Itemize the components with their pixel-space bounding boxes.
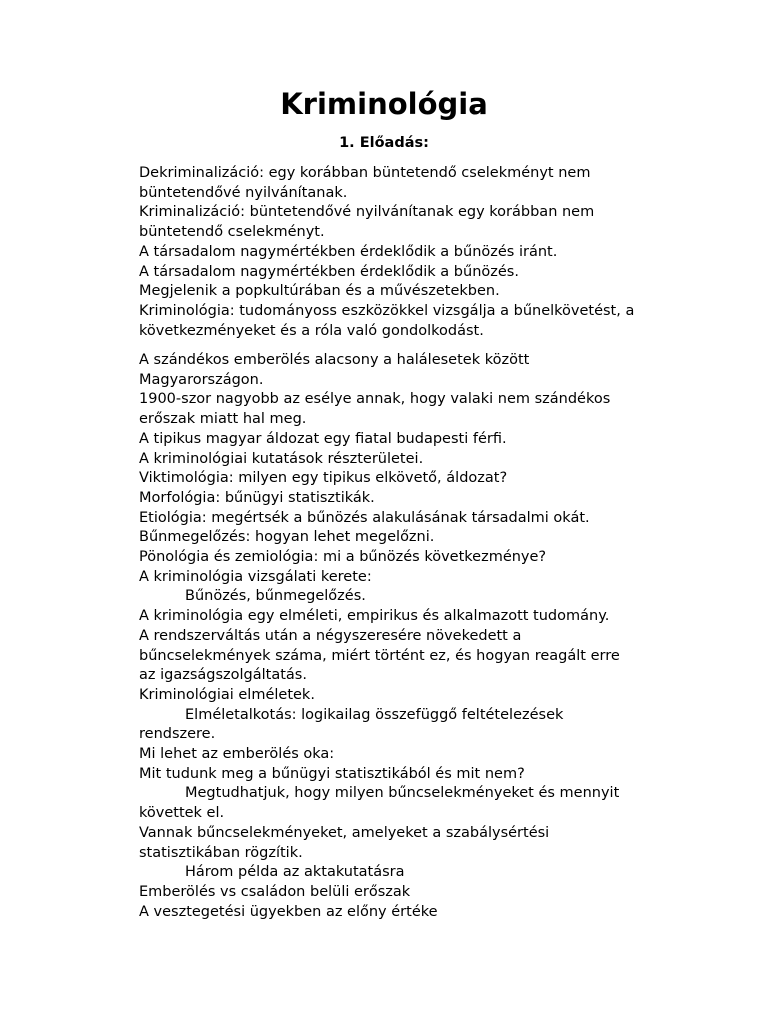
paragraph-intro [139, 164, 699, 341]
text-line: rendszere. [139, 726, 216, 743]
text-line: A társadalom nagymértékben érdeklődik a bűnözés. [139, 263, 519, 280]
text-line-indented: Elméletalkotás: logikailag összefüggő feltételezések [185, 706, 564, 723]
text-line: büntetendővé nyilvánítanak. [139, 184, 348, 201]
text-line: A kriminológiai kutatások részterületei. [139, 450, 424, 467]
text-line: Kriminológiai elméletek. [139, 686, 315, 703]
text-line: Pönológia és zemiológia: mi a bűnözés következménye? [139, 549, 547, 566]
text-line: Magyarországon. [139, 371, 264, 388]
text-line: bűncselekmények száma, miért történt ez, és hogyan reagált erre [139, 647, 620, 664]
text-line-indented: Megtudhatjuk, hogy milyen bűncselekményeket és mennyit [185, 785, 620, 802]
text-line: A rendszerváltás után a négyszeresére növekedett a [139, 627, 522, 644]
text-line: Viktimológia: milyen egy tipikus elkövető, áldozat? [139, 470, 508, 487]
lecture-heading: 1. Előadás: [339, 135, 429, 151]
text-line: A kriminológia vizsgálati kerete: [139, 568, 372, 585]
text-line: erőszak miatt hal meg. [139, 411, 307, 428]
text-line: Etiológia: megértsék a bűnözés alakulásának társadalmi okát. [139, 509, 590, 526]
text-line: A kriminológia egy elméleti, empirikus és alkalmazott tudomány. [139, 608, 610, 625]
text-line: A tipikus magyar áldozat egy fiatal budapesti férfi. [139, 430, 507, 447]
text-line: Mi lehet az emberölés oka: [139, 746, 335, 763]
text-line: statisztikában rögzítik. [139, 844, 303, 861]
text-line: Kriminalizáció: büntetendővé nyilvánítanak egy korábban nem [139, 204, 595, 221]
text-line: Megjelenik a popkultúrában és a művészetekben. [139, 283, 500, 300]
text-line: A társadalom nagymértékben érdeklődik a bűnözés iránt. [139, 243, 558, 260]
text-line: Bűnmegelőzés: hogyan lehet megelőzni. [139, 529, 435, 546]
text-line: 1900-szor nagyobb az esélye annak, hogy valaki nem szándékos [139, 391, 611, 408]
text-line: az igazságszolgáltatás. [139, 667, 307, 684]
document-title: Kriminológia [280, 87, 488, 121]
text-line: büntetendő cselekményt. [139, 224, 325, 241]
text-line: Morfológia: bűnügyi statisztikák. [139, 489, 375, 506]
text-line: Kriminológia: tudományoss eszközökkel vizsgálja a bűnelkövetést, a [139, 302, 635, 319]
text-line-indented: Bűnözés, bűnmegelőzés. [185, 588, 366, 605]
text-line: Dekriminalizáció: egy korábban büntetendő cselekményt nem [139, 165, 591, 181]
text-line: Mit tudunk meg a bűnügyi statisztikából és mit nem? [139, 765, 525, 782]
text-line: Emberölés vs családon belüli erőszak [139, 883, 411, 900]
paragraph-main [139, 351, 699, 922]
text-line: Vannak bűncselekményeket, amelyeket a szabálysértési [139, 824, 550, 841]
text-line-indented: Három példa az aktakutatásra [185, 864, 405, 881]
text-line: követtek el. [139, 805, 225, 822]
text-line: A vesztegetési ügyekben az előny értéke [139, 903, 438, 920]
text-line: következményeket és a róla való gondolkodást. [139, 322, 484, 339]
text-line: A szándékos emberölés alacsony a halálesetek között [139, 352, 530, 368]
